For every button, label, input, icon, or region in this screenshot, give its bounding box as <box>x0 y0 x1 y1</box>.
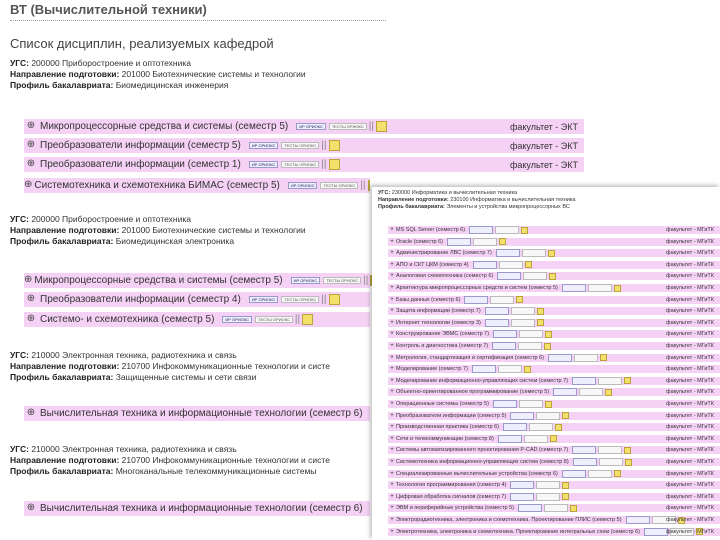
tree-expander-icon[interactable]: + <box>390 285 394 291</box>
edit-icon[interactable] <box>555 424 562 431</box>
orioks-badge[interactable] <box>492 342 516 350</box>
tree-expander-icon[interactable]: + <box>390 261 394 268</box>
tree-expander-icon[interactable]: + <box>390 319 394 326</box>
tests-badge[interactable]: ТЕСТЫ ОРИОКС <box>323 277 361 284</box>
separator: || <box>321 140 327 151</box>
header-divider <box>10 20 386 21</box>
overlay-discipline-row[interactable] <box>388 330 720 338</box>
overlay-discipline-row[interactable] <box>388 226 720 234</box>
discipline-row[interactable] <box>24 292 370 307</box>
orioks-badge[interactable] <box>485 307 509 315</box>
tests-badge[interactable] <box>511 319 535 327</box>
orioks-badge[interactable] <box>493 400 517 408</box>
faculty-label: факультет - МГиТК <box>666 319 714 326</box>
discipline-name[interactable]: Преобразователи информации (семестр 5) <box>396 412 507 419</box>
faculty-label: факультет - МГиТК <box>666 505 714 512</box>
overlay-discipline-row[interactable] <box>388 388 720 396</box>
tree-expander-icon[interactable]: + <box>390 528 394 535</box>
discipline-name[interactable]: Микропроцессорные средства и системы (семестр 5) <box>34 275 283 286</box>
tests-badge[interactable] <box>511 307 535 315</box>
overlay-discipline-row[interactable] <box>388 423 720 431</box>
tree-expander-icon[interactable]: ⊕ <box>24 273 33 285</box>
edit-icon[interactable] <box>329 294 340 305</box>
faculty-label: факультет - МГиТК <box>666 482 714 489</box>
discipline-name[interactable]: Интернет технологии (семестр 3) <box>396 319 481 326</box>
discipline-name[interactable]: Электрорадиотехника, электроника и схемотехника. Проектирование ПЛИС (семестр 5) <box>396 517 622 523</box>
tests-badge[interactable] <box>598 446 622 454</box>
discipline-name[interactable]: Администрирование ЛВС (семестр 7) <box>396 250 492 257</box>
orioks-badge[interactable] <box>572 377 596 385</box>
discipline-name[interactable]: Моделирование (семестр 7) <box>396 366 468 373</box>
edit-icon[interactable] <box>516 296 523 303</box>
overlay-discipline-row[interactable] <box>388 365 720 373</box>
faculty-label: факультет - МГиТК <box>666 238 714 245</box>
tests-badge[interactable] <box>498 365 522 373</box>
edit-icon[interactable] <box>600 354 607 361</box>
orioks-badge[interactable] <box>497 272 521 280</box>
overlay-group-info: УГС: 230000 Информатика и вычислительная техника Направление подготовки: 230100 Информатика и вычислительная техника Профиль бакалавриата: Элементы и устройства микропроцессорных ВС <box>378 190 576 210</box>
faculty-label: факультет - МГиТК <box>666 366 714 373</box>
tests-badge[interactable] <box>599 458 623 466</box>
overlay-discipline-row[interactable] <box>388 377 720 385</box>
tree-expander-icon[interactable]: + <box>390 424 394 431</box>
orioks-badge[interactable] <box>562 284 586 292</box>
edit-icon[interactable] <box>499 238 506 245</box>
orioks-badge[interactable]: ИР ОРИОКС <box>288 182 318 189</box>
tests-badge[interactable]: ТЕСТЫ ОРИОКС <box>255 316 293 323</box>
faculty-label: факультет - МГиТК <box>666 227 714 233</box>
overlay-discipline-row[interactable] <box>388 446 720 454</box>
tree-expander-icon[interactable]: + <box>390 366 394 373</box>
edit-icon[interactable] <box>545 401 552 408</box>
discipline-name[interactable]: Архитектура микропроцессорных средств и систем (семестр 5) <box>396 285 558 291</box>
edit-icon[interactable] <box>329 140 340 151</box>
tree-expander-icon[interactable]: + <box>390 227 394 233</box>
discipline-name[interactable]: Oracle (семестр 6) <box>396 238 443 245</box>
tests-badge[interactable] <box>499 261 523 269</box>
tree-expander-icon[interactable]: + <box>390 517 394 523</box>
tree-expander-icon[interactable]: + <box>390 331 394 338</box>
overlay-discipline-row[interactable] <box>388 296 720 304</box>
overlay-discipline-row[interactable] <box>388 249 720 257</box>
discipline-row[interactable] <box>24 312 370 327</box>
tests-badge[interactable] <box>579 388 603 396</box>
tree-expander-icon[interactable]: + <box>390 250 394 257</box>
discipline-name[interactable]: Вычислительная техника и информационные технологии (семестр 6) <box>40 408 363 419</box>
faculty-label: факультет - ЭКТ <box>509 140 578 151</box>
orioks-badge[interactable]: ИР ОРИОКС <box>249 161 279 168</box>
orioks-badge[interactable] <box>485 319 509 327</box>
overlay-discipline-row[interactable] <box>388 354 720 362</box>
orioks-badge[interactable] <box>626 516 650 524</box>
orioks-badge[interactable]: ИР ОРИОКС <box>296 123 326 130</box>
orioks-badge[interactable] <box>553 388 577 396</box>
edit-icon[interactable] <box>376 121 387 132</box>
overlay-discipline-row[interactable] <box>388 481 720 489</box>
faculty-label: факультет - МГиТК <box>666 424 714 431</box>
tests-badge[interactable]: ТЕСТЫ ОРИОКС <box>281 161 319 168</box>
edit-icon[interactable] <box>614 470 621 477</box>
discipline-name[interactable]: Системотехника информационно-управляющих систем (семестр 8) <box>396 459 569 465</box>
group-info-1: УГС: 200000 Приборостроение и оптотехника Направление подготовки: 201000 Биотехнические системы и технологии Профиль бакалавриата: Биомедицинская инженерия <box>10 58 306 90</box>
edit-icon[interactable] <box>368 180 370 191</box>
overlay-discipline-row[interactable] <box>388 470 720 478</box>
orioks-badge[interactable] <box>510 412 534 420</box>
overlay-discipline-row[interactable] <box>388 261 720 269</box>
discipline-name[interactable]: MS SQL Server (семестр 6) <box>396 227 466 233</box>
orioks-badge[interactable] <box>644 528 668 536</box>
discipline-row[interactable] <box>24 138 584 153</box>
overlay-discipline-row[interactable] <box>388 528 720 536</box>
edit-icon[interactable] <box>521 227 528 234</box>
edit-icon[interactable] <box>624 447 631 454</box>
tree-expander-icon[interactable]: + <box>390 505 394 512</box>
group-info-4: УГС: 210000 Электронная техника, радиотехника и связь Направление подготовки: 210700 Инфокоммуникационные технологии и систе Профиль бакалавриата: Многоканальные телекоммуникационные системы <box>10 444 330 476</box>
discipline-name[interactable]: Конструирование ЭВМС (семестр 7) <box>396 331 490 338</box>
orioks-badge[interactable] <box>469 226 493 234</box>
department-header: ВТ (Вычислительной техники) <box>10 2 207 17</box>
tree-expander-icon[interactable]: + <box>390 459 394 465</box>
orioks-badge[interactable] <box>447 238 471 246</box>
separator: || <box>363 275 369 286</box>
orioks-badge[interactable] <box>518 504 542 512</box>
edit-icon[interactable] <box>537 319 544 326</box>
discipline-name[interactable]: АПО и СКТ ЦКМ (семестр 4) <box>396 261 469 268</box>
edit-icon[interactable] <box>302 314 313 325</box>
tests-badge[interactable] <box>536 493 560 501</box>
discipline-row[interactable] <box>24 178 370 193</box>
discipline-name[interactable]: Аналоговая схемотехника (семестр 6) <box>396 273 494 280</box>
orioks-badge[interactable] <box>493 330 517 338</box>
tree-expander-icon[interactable]: + <box>390 482 394 489</box>
tests-badge[interactable] <box>536 481 560 489</box>
group-info-3: УГС: 210000 Электронная техника, радиотехника и связь Направление подготовки: 210700 Инфокоммуникационные технологии и систе Профиль бакалавриата: Защищенные системы и сети связи <box>10 350 330 382</box>
orioks-badge[interactable] <box>498 435 522 443</box>
discipline-name[interactable]: Преобразователи информации (семестр 5) <box>40 140 241 151</box>
orioks-badge[interactable] <box>472 365 496 373</box>
tests-badge[interactable] <box>522 249 546 257</box>
tests-badge[interactable] <box>495 226 519 234</box>
tree-expander-icon[interactable]: + <box>390 435 394 442</box>
faculty-label: факультет - МГиТК <box>666 412 714 419</box>
tree-expander-icon[interactable]: + <box>390 354 394 361</box>
faculty-label: факультет - МГиТК <box>666 354 714 361</box>
discipline-name[interactable]: Контроль и диагностика (семестр 7) <box>396 343 489 349</box>
faculty-label: факультет - МГиТК <box>666 389 714 396</box>
discipline-name[interactable]: Преобразователи информации (семестр 4) <box>40 294 241 305</box>
tree-expander-icon[interactable]: + <box>390 447 394 454</box>
edit-icon[interactable] <box>537 308 544 315</box>
discipline-name[interactable]: Системотехника и схемотехника БИМАС (семестр 5) <box>34 180 280 191</box>
faculty-label: факультет - МГиТК <box>666 459 714 465</box>
tests-badge[interactable]: ТЕСТЫ ОРИОКС <box>281 296 319 303</box>
faculty-label: факультет - МГиТК <box>666 377 714 384</box>
orioks-badge[interactable] <box>464 296 488 304</box>
faculty-label: факультет - МГиТК <box>666 331 714 338</box>
overlay-discipline-row[interactable] <box>388 412 720 420</box>
tests-badge[interactable] <box>544 504 568 512</box>
orioks-badge[interactable] <box>562 470 586 478</box>
tree-expander-icon[interactable]: + <box>390 238 394 245</box>
edit-icon[interactable] <box>524 366 531 373</box>
tree-expander-icon[interactable]: ⊕ <box>26 157 36 169</box>
discipline-name[interactable]: Операционные системы (семестр 5) <box>396 401 489 407</box>
faculty-label: факультет - МГиТК <box>666 470 714 477</box>
discipline-name[interactable]: Электротехника, электроника и схемотехника. Проектирование интегральных схем (семестр 6) <box>396 528 640 535</box>
tree-expander-icon[interactable]: ⊕ <box>26 138 36 150</box>
discipline-name[interactable]: Защита информации (семестр 7) <box>396 308 481 315</box>
tests-badge[interactable]: ТЕСТЫ ОРИОКС <box>329 123 367 130</box>
overlay-discipline-row[interactable] <box>388 504 720 512</box>
orioks-badge[interactable]: ИР ОРИОКС <box>249 296 279 303</box>
separator: || <box>321 294 327 305</box>
discipline-row[interactable] <box>24 501 370 516</box>
tests-badge[interactable] <box>529 423 553 431</box>
tests-badge[interactable] <box>519 330 543 338</box>
overlay-discipline-row[interactable] <box>388 400 720 408</box>
orioks-badge[interactable] <box>473 261 497 269</box>
edit-icon[interactable] <box>562 482 569 489</box>
edit-icon[interactable] <box>614 285 621 292</box>
overlay-discipline-row[interactable] <box>388 272 720 280</box>
orioks-badge[interactable] <box>496 249 520 257</box>
faculty-label: факультет - ЭКТ <box>509 159 578 170</box>
overlay-discipline-row[interactable] <box>388 493 720 501</box>
discipline-name[interactable]: Метрология, стандартизация и сертификация (семестр 6) <box>396 354 544 361</box>
discipline-name[interactable]: Базы данных (семестр 6) <box>396 296 461 303</box>
group-info-2: УГС: 200000 Приборостроение и оптотехника Направление подготовки: 201000 Биотехнические системы и технологии Профиль бакалавриата: Биомедицинская электроника <box>10 214 306 246</box>
edit-icon[interactable] <box>544 343 551 350</box>
faculty-label: факультет - МГиТК <box>666 517 714 523</box>
faculty-label: факультет - МГиТК <box>666 285 714 291</box>
tests-badge[interactable]: ТЕСТЫ ОРИОКС <box>320 182 358 189</box>
faculty-label: факультет - МГиТК <box>666 273 714 280</box>
orioks-badge[interactable]: ИР ОРИОКС <box>291 277 321 284</box>
edit-icon[interactable] <box>550 435 557 442</box>
discipline-row[interactable] <box>24 273 370 288</box>
discipline-name[interactable]: Системы автоматизированного проектирования P-CAD (семестр 7) <box>396 447 569 454</box>
tests-badge[interactable] <box>588 470 612 478</box>
tree-expander-icon[interactable]: ⊕ <box>26 119 36 131</box>
overlay-discipline-row[interactable] <box>388 516 720 524</box>
separator: || <box>368 121 374 132</box>
edit-icon[interactable] <box>545 331 552 338</box>
tests-badge[interactable] <box>536 412 560 420</box>
orioks-badge[interactable] <box>548 354 572 362</box>
edit-icon[interactable] <box>625 459 632 466</box>
tree-expander-icon[interactable]: ⊕ <box>26 406 36 418</box>
tree-expander-icon[interactable]: + <box>390 412 394 419</box>
tree-expander-icon[interactable]: + <box>390 401 394 407</box>
tests-badge[interactable] <box>490 296 514 304</box>
tree-expander-icon[interactable]: + <box>390 377 394 384</box>
tree-expander-icon[interactable]: + <box>390 296 394 303</box>
tree-expander-icon[interactable]: ⊕ <box>26 501 36 513</box>
separator: || <box>294 314 301 325</box>
overlay-discipline-row[interactable] <box>388 307 720 315</box>
tests-badge[interactable] <box>524 435 548 443</box>
tests-badge[interactable] <box>519 400 543 408</box>
faculty-label: факультет - МГиТК <box>666 308 714 315</box>
discipline-name[interactable]: Технология программирования (семестр 4) <box>396 482 507 489</box>
orioks-badge[interactable] <box>503 423 527 431</box>
orioks-badge[interactable] <box>510 481 534 489</box>
overlay-discipline-row[interactable] <box>388 342 720 350</box>
orioks-badge[interactable]: ИР ОРИОКС <box>249 142 279 149</box>
orioks-badge[interactable] <box>572 446 596 454</box>
overlay-discipline-row[interactable] <box>388 458 720 466</box>
tree-expander-icon[interactable]: + <box>390 493 394 500</box>
discipline-name[interactable]: Вычислительная техника и информационные технологии (семестр 6) <box>40 503 363 514</box>
discipline-name[interactable]: Преобразователи информации (семестр 1) <box>40 159 241 170</box>
tests-badge[interactable]: ТЕСТЫ ОРИОКС <box>281 142 319 149</box>
discipline-name[interactable]: Моделирование информационно-управляющих систем (семестр 7) <box>396 377 568 384</box>
faculty-label: факультет - МГиТК <box>666 528 714 535</box>
tree-expander-icon[interactable]: + <box>390 343 394 349</box>
edit-icon[interactable] <box>624 377 631 384</box>
tree-expander-icon[interactable]: + <box>390 389 394 396</box>
tree-expander-icon[interactable]: + <box>390 470 394 477</box>
edit-icon[interactable] <box>562 493 569 500</box>
discipline-row[interactable] <box>24 119 584 134</box>
overlay-discipline-row[interactable] <box>388 238 720 246</box>
faculty-label: факультет - МГиТК <box>666 296 714 303</box>
discipline-name[interactable]: ЭВМ и периферийные устройства (семестр 5) <box>396 505 514 512</box>
tests-badge[interactable] <box>523 272 547 280</box>
discipline-row[interactable] <box>24 406 370 421</box>
discipline-row[interactable] <box>24 157 584 172</box>
edit-icon[interactable] <box>548 250 555 257</box>
discipline-list-title: Список дисциплин, реализуемых кафедрой <box>10 36 274 51</box>
orioks-badge[interactable] <box>510 493 534 501</box>
discipline-name[interactable]: Объектно-ориентированное программирование (семестр 5) <box>396 389 550 396</box>
discipline-name[interactable]: Цифровая обработка сигналов (семестр 7) <box>396 493 507 500</box>
tree-expander-icon[interactable]: + <box>390 273 394 280</box>
faculty-label: факультет - МГиТК <box>666 493 714 500</box>
edit-icon[interactable] <box>525 261 532 268</box>
edit-icon[interactable] <box>570 505 577 512</box>
tests-badge[interactable] <box>588 284 612 292</box>
faculty-label: факультет - МГиТК <box>666 435 714 442</box>
edit-icon[interactable] <box>329 159 340 170</box>
faculty-label: факультет - МГиТК <box>666 343 714 349</box>
tree-expander-icon[interactable]: ⊕ <box>24 178 33 190</box>
faculty-label: факультет - МГиТК <box>666 250 714 257</box>
discipline-name[interactable]: Сети и телекоммуникации (семестр 8) <box>396 435 494 442</box>
tests-badge[interactable] <box>598 377 622 385</box>
tree-expander-icon[interactable]: ⊕ <box>26 312 36 324</box>
faculty-label: факультет - МГиТК <box>666 261 714 268</box>
faculty-label: факультет - МГиТК <box>666 447 714 454</box>
edit-icon[interactable] <box>562 412 569 419</box>
overlay-screenshot-panel <box>372 187 720 540</box>
tests-badge[interactable] <box>518 342 542 350</box>
faculty-label: факультет - ЭКТ <box>509 121 578 132</box>
discipline-name[interactable]: Специализированные вычислительные устройства (семестр 6) <box>396 470 558 477</box>
discipline-name[interactable]: Производственная практика (семестр 6) <box>396 424 499 431</box>
tests-badge[interactable] <box>574 354 598 362</box>
tree-expander-icon[interactable]: + <box>390 308 394 315</box>
overlay-discipline-row[interactable] <box>388 319 720 327</box>
overlay-discipline-row[interactable] <box>388 284 720 292</box>
tests-badge[interactable] <box>473 238 497 246</box>
discipline-name[interactable]: Микропроцессорные средства и системы (семестр 5) <box>40 121 289 132</box>
overlay-discipline-row[interactable] <box>388 435 720 443</box>
orioks-badge[interactable]: ИР ОРИОКС <box>222 316 252 323</box>
tree-expander-icon[interactable]: ⊕ <box>26 292 36 304</box>
separator: || <box>360 180 366 191</box>
edit-icon[interactable] <box>549 273 556 280</box>
edit-icon[interactable] <box>605 389 612 396</box>
discipline-name[interactable]: Системо- и схемотехника (семестр 5) <box>40 314 215 325</box>
faculty-label: факультет - МГиТК <box>666 401 714 407</box>
separator: || <box>321 159 327 170</box>
orioks-badge[interactable] <box>573 458 597 466</box>
